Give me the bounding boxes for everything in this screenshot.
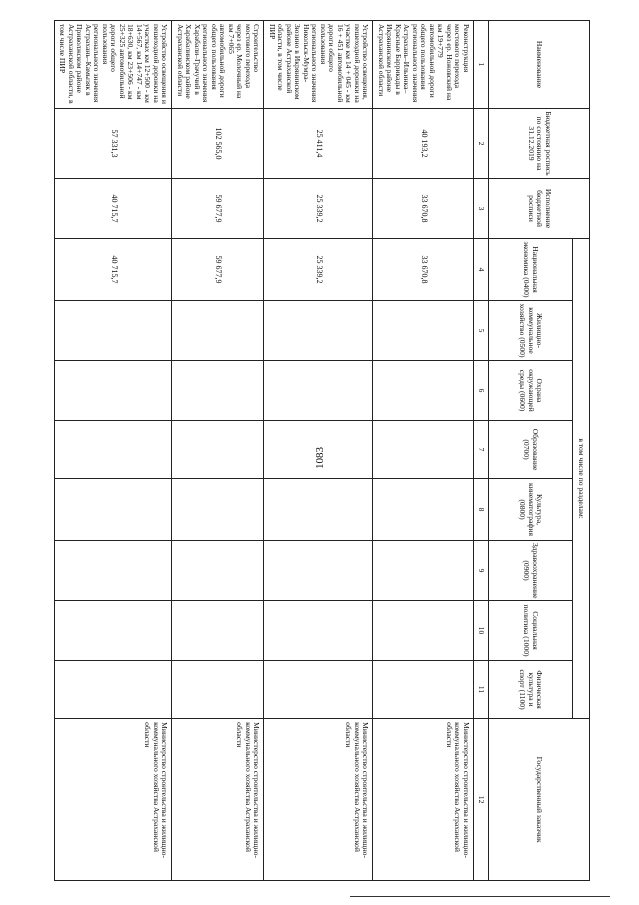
column-number: 10	[474, 601, 489, 661]
row-economy: 59 677,9	[172, 239, 264, 301]
header-section-0600: Охрана окружающей среды (0600)	[489, 361, 573, 421]
row-name: Устройство освещения, пешеходной дорожки на участке км 14 + 045 - км 16 + 451 автомобильной дороги общего пользования регионального значения Никольск-Мумра-Зюзино в Икрянинском районе Астраханской области, в том числе ПИР	[264, 21, 373, 109]
empty-cell	[373, 661, 474, 719]
row-economy: 25 339,2	[264, 239, 373, 301]
row-budget: 57 331,3	[55, 109, 173, 179]
row-name: Строительство мостового перехода через ер. Молочный на км 7+065 автомобильной дороги общего пользования регионального значения Харабали–Грачучий в Харабалинском районе Астраханской области	[172, 21, 264, 109]
empty-cell	[55, 361, 173, 421]
empty-cell	[264, 661, 373, 719]
empty-cell	[264, 541, 373, 601]
row-budget: 25 411,4	[264, 109, 373, 179]
row-execution: 40 715,7	[55, 179, 173, 239]
row-economy: 33 670,8	[373, 239, 474, 301]
header-section-0800: Культура, кинематография (0800)	[489, 479, 573, 541]
column-number: 1	[474, 21, 489, 109]
header-section-0400: Национальная экономика (0400)	[489, 239, 573, 301]
empty-cell	[373, 479, 474, 541]
budget-table-container	[58, 20, 590, 880]
empty-cell	[172, 301, 264, 361]
row-budget: 102 565,0	[172, 109, 264, 179]
column-number: 4	[474, 239, 489, 301]
column-number: 8	[474, 479, 489, 541]
column-number: 11	[474, 661, 489, 719]
empty-cell	[172, 421, 264, 479]
empty-cell	[172, 661, 264, 719]
column-number: 3	[474, 179, 489, 239]
empty-cell	[373, 601, 474, 661]
page-number: 1083	[313, 447, 326, 469]
row-execution: 59 677,9	[172, 179, 264, 239]
column-number: 5	[474, 301, 489, 361]
empty-cell	[264, 479, 373, 541]
table-row	[373, 21, 474, 881]
header-section-0500: Жилищно-коммунальное хозяйство (0500)	[489, 301, 573, 361]
column-number-row	[474, 21, 489, 881]
column-number: 9	[474, 541, 489, 601]
header-name: Наименование	[489, 21, 590, 109]
empty-cell	[264, 421, 373, 479]
empty-cell	[373, 541, 474, 601]
row-customer: Министерство строительства и жилищно-коммунального хозяйства Астраханской области	[264, 719, 373, 881]
row-customer: Министерство строительства и жилищно-коммунального хозяйства Астраханской области	[172, 719, 264, 881]
empty-cell	[55, 601, 173, 661]
row-customer: Министерство строительства и жилищно-коммунального хозяйства Астраханской области	[373, 719, 474, 881]
header-budget-list: Бюджетная роспись по состоянию на 31.12.2019	[489, 109, 590, 179]
empty-cell	[55, 661, 173, 719]
budget-table	[54, 20, 590, 881]
header-section-0900: Здравоохранение (0900)	[489, 541, 573, 601]
empty-cell	[264, 301, 373, 361]
header-section-1000: Социальная политика (1000)	[489, 601, 573, 661]
header-customer: Государственный заказчик	[489, 719, 590, 881]
empty-cell	[373, 421, 474, 479]
row-execution: 33 670,8	[373, 179, 474, 239]
row-name: Устройство освещения и пешеходной дорожки на участках км 12+500 - км 14+567, км 14+747 - км 18+630, км 23+506 - км 25+325 автомобильной дороги общего пользования регионального значения Астрахань–Камызяк в Приволжском районе Астраханской области, в том числе ПИР	[55, 21, 173, 109]
row-name: Реконструкция мостового перехода через ер. Ножовский на км 19+779 автомобильной дороги общего пользования регионального значения Астрахань–Ильинка–Красные Баррикады в Икрянинском районе Астраханской области	[373, 21, 474, 109]
empty-cell	[172, 479, 264, 541]
empty-cell	[264, 361, 373, 421]
column-number: 2	[474, 109, 489, 179]
empty-cell	[55, 301, 173, 361]
header-section-1100: Физическая культура и спорт (1100)	[489, 661, 573, 719]
table-row	[264, 21, 373, 881]
empty-cell	[55, 421, 173, 479]
empty-cell	[172, 541, 264, 601]
table-row	[55, 21, 173, 881]
footer-divider	[350, 896, 610, 897]
header-sections-caption: в том числе по разделам:	[573, 239, 590, 719]
empty-cell	[55, 479, 173, 541]
column-number: 12	[474, 719, 489, 881]
row-budget: 40 193,2	[373, 109, 474, 179]
empty-cell	[373, 361, 474, 421]
empty-cell	[373, 301, 474, 361]
header-execution: Исполнение бюджетной росписи	[489, 179, 590, 239]
row-economy: 40 715,7	[55, 239, 173, 301]
table-row	[172, 21, 264, 881]
row-execution: 25 339,2	[264, 179, 373, 239]
empty-cell	[55, 541, 173, 601]
empty-cell	[172, 361, 264, 421]
empty-cell	[172, 601, 264, 661]
header-section-0700: Образование (0700)	[489, 421, 573, 479]
column-number: 6	[474, 361, 489, 421]
empty-cell	[264, 601, 373, 661]
row-customer: Министерство строительства и жилищно-коммунального хозяйства Астраханской области	[55, 719, 173, 881]
column-number: 7	[474, 421, 489, 479]
